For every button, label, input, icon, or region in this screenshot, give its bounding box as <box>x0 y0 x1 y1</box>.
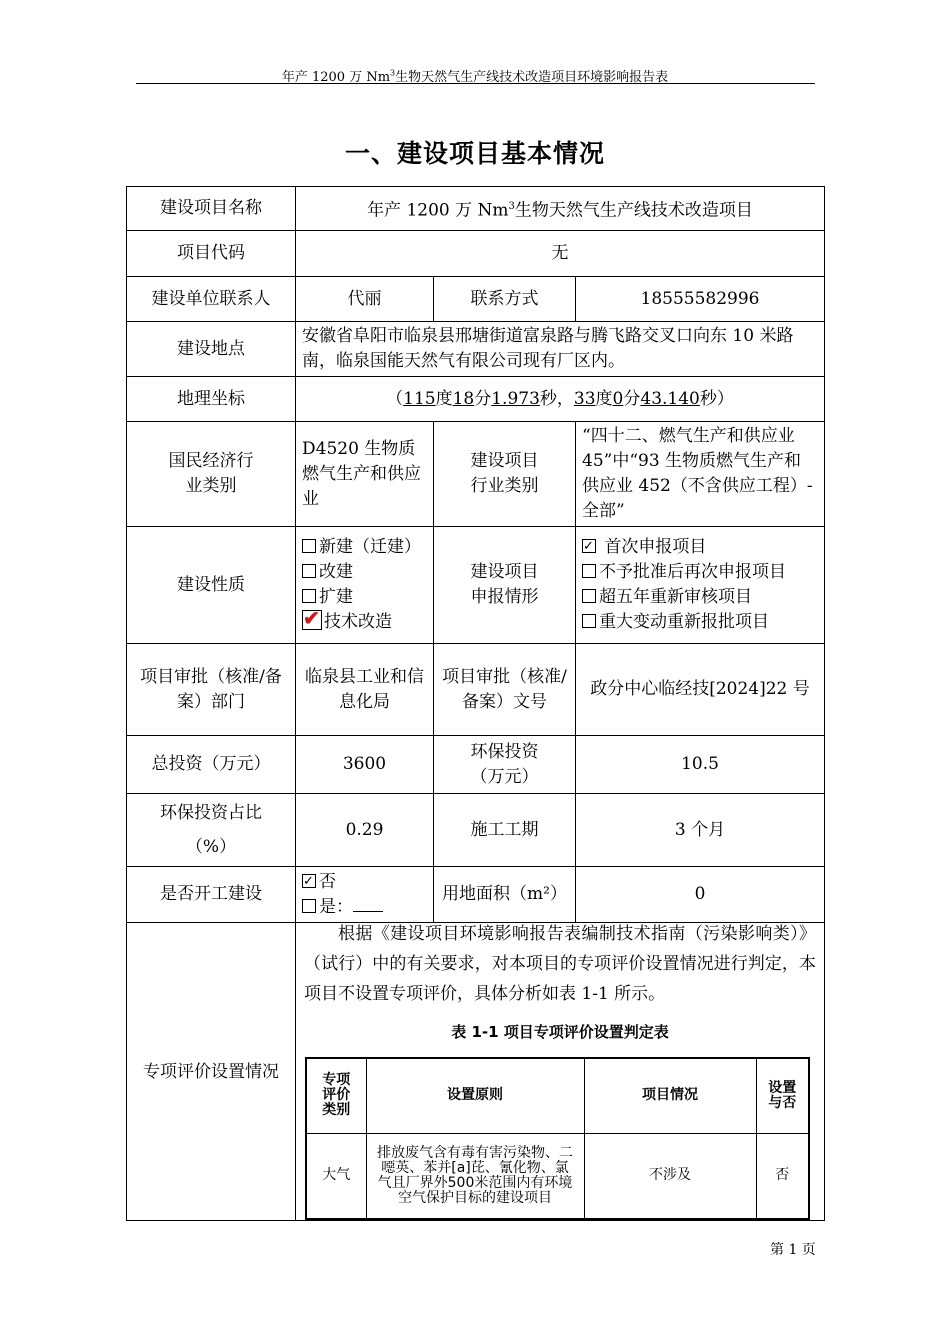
table-caption: 表 1-1 项目专项评价设置判定表 <box>451 1023 669 1041</box>
special-content <box>296 923 825 1221</box>
page-number: 第 1 页 <box>770 1242 816 1258</box>
contact-label: 建设单位联系人 <box>127 277 296 322</box>
running-header: 年产 1200 万 Nm$^3$生物天然气生产线技术改造项目环境影响报告表 <box>281 68 669 85</box>
declare-option-major: 重大变动重新报批项目 <box>582 610 818 635</box>
nature-option-tech: ✔技术改造 <box>302 610 427 635</box>
env-ratio-label: 环保投资占比（%） <box>127 794 296 867</box>
started-options <box>296 867 434 923</box>
cell-principle: 排放废气含有毒有害污染物、二噁英、苯并[a]芘、氰化物、氯气且厂界外500米范围内有环境空气保护目标的建设项目 <box>366 1133 584 1219</box>
nature-option-new: 新建（迁建） <box>302 535 427 560</box>
approval-dept-label: 项目审批（核准/备案）部门 <box>127 644 296 736</box>
basic-info-table <box>126 186 825 1221</box>
period-value: 3 个月 <box>576 794 825 867</box>
cell-situation: 不涉及 <box>584 1133 756 1219</box>
started-option-no: ✓否 <box>302 870 427 895</box>
header-category: 专项评价类别 <box>306 1058 366 1133</box>
header-principle: 设置原则 <box>366 1058 584 1133</box>
declare-option-first: ✓ 首次申报项目 <box>582 535 818 560</box>
nature-options <box>296 527 434 644</box>
area-label: 用地面积（m²） <box>434 867 576 923</box>
project-industry-value: “四十二、燃气生产和供应业 45”中“93 生物质燃气生产和供应业 452（不含供应工程）-全部” <box>576 422 825 527</box>
cell-setting: 否 <box>756 1133 809 1219</box>
investment-value: 3600 <box>296 736 434 794</box>
checkbox-icon <box>302 589 316 603</box>
contact-method-label: 联系方式 <box>434 277 576 322</box>
location-label: 建设地点 <box>127 322 296 377</box>
header-situation: 项目情况 <box>584 1058 756 1133</box>
table-row <box>306 1133 809 1219</box>
checkbox-icon <box>582 564 596 578</box>
checkbox-icon <box>302 539 316 553</box>
red-check-icon <box>302 610 322 630</box>
period-label: 施工工期 <box>434 794 576 867</box>
special-label: 专项评价设置情况 <box>127 923 296 1221</box>
approval-doc-label: 项目审批（核准/备案）文号 <box>434 644 576 736</box>
started-option-yes: 是： <box>302 895 427 920</box>
env-invest-value: 10.5 <box>576 736 825 794</box>
approval-dept-value: 临泉县工业和信息化局 <box>296 644 434 736</box>
header-divider <box>136 83 815 84</box>
project-name-value: 年产 1200 万 Nm$^3$生物天然气生产线技术改造项目 <box>296 187 825 231</box>
checkbox-icon <box>582 589 596 603</box>
page-title: 一、建设项目基本情况 <box>344 139 605 168</box>
declare-label: 建设项目申报情形 <box>434 527 576 644</box>
industry-value: D4520 生物质燃气生产和供应业 <box>296 422 434 527</box>
project-code-value: 无 <box>296 231 825 277</box>
env-ratio-value: 0.29 <box>296 794 434 867</box>
checked-box-icon <box>302 874 316 888</box>
investment-label: 总投资（万元） <box>127 736 296 794</box>
checkbox-icon <box>302 564 316 578</box>
nature-label: 建设性质 <box>127 527 296 644</box>
approval-doc-value: 政分中心临经技[2024]22 号 <box>576 644 825 736</box>
checkbox-icon <box>582 614 596 628</box>
checkbox-icon <box>302 899 316 913</box>
project-name-label: 建设项目名称 <box>127 187 296 231</box>
nature-option-rebuild: 改建 <box>302 560 427 585</box>
env-invest-label: 环保投资（万元） <box>434 736 576 794</box>
project-code-label: 项目代码 <box>127 231 296 277</box>
checked-box-icon <box>582 539 596 553</box>
cell-category: 大气 <box>306 1133 366 1219</box>
project-industry-label: 建设项目行业类别 <box>434 422 576 527</box>
declare-option-resubmit: 不予批准后再次申报项目 <box>582 560 818 585</box>
declare-options <box>576 527 825 644</box>
industry-label: 国民经济行业类别 <box>127 422 296 527</box>
contact-phone: 18555582996 <box>576 277 825 322</box>
coord-value: （115度18分1.973秒，33度0分43.140秒） <box>296 377 825 422</box>
special-eval-table <box>305 1057 810 1220</box>
header-setting: 设置与否 <box>756 1058 809 1133</box>
nature-option-expand: 扩建 <box>302 585 427 610</box>
area-value: 0 <box>576 867 825 923</box>
started-label: 是否开工建设 <box>127 867 296 923</box>
declare-option-five-year: 超五年重新审核项目 <box>582 585 818 610</box>
contact-name: 代丽 <box>296 277 434 322</box>
location-value: 安徽省阜阳市临泉县邢塘街道富泉路与腾飞路交叉口向东 10 米路南，临泉国能天然气有限公司现有厂区内。 <box>296 322 825 377</box>
coord-label: 地理坐标 <box>127 377 296 422</box>
special-paragraph: 根据《建设项目环境影响报告表编制技术指南（污染影响类）》（试行）中的有关要求，对本项目的专项评价设置情况进行判定，本项目不设置专项评价，具体分析如表 1-1 所示。 <box>304 924 816 1004</box>
table-header-row <box>306 1058 809 1133</box>
